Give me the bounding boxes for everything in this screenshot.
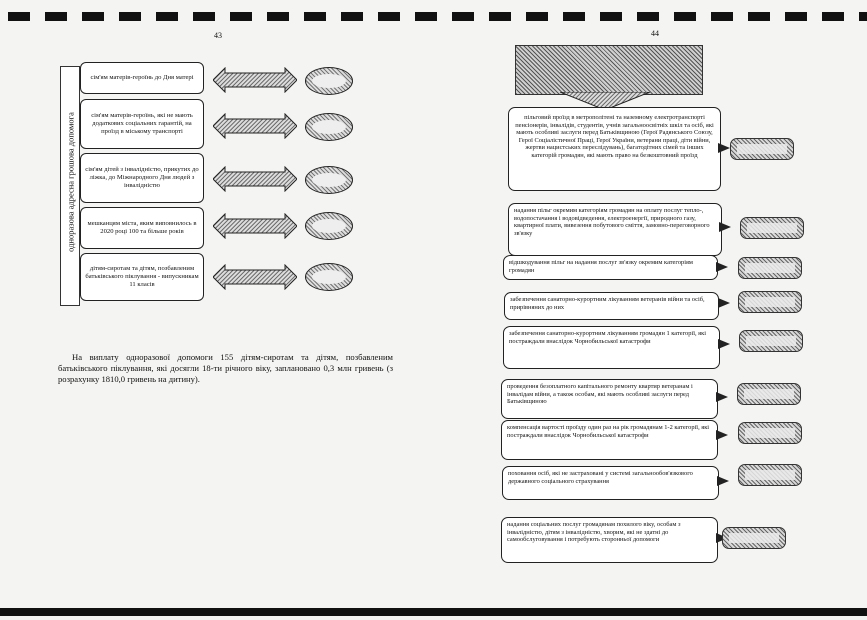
right-badge-2 bbox=[740, 217, 804, 239]
left-ellipse-1 bbox=[305, 67, 353, 95]
right-pointer-1 bbox=[718, 143, 730, 153]
right-badge-5 bbox=[739, 330, 803, 352]
top-dash-segment bbox=[267, 12, 289, 21]
right-badge-8 bbox=[738, 464, 802, 486]
right-item-5: забезпечення санаторно-курортним лікуванням громадян 1 категорії, які постраждали внаслідок Чорнобильської катастрофи bbox=[503, 326, 720, 369]
right-pointer-4 bbox=[718, 298, 730, 308]
left-arrow-1 bbox=[213, 67, 297, 89]
left-arrow-2 bbox=[213, 113, 297, 135]
right-item-1: пільговий проїзд в метрополітені та наземному електротранспорті пенсіонерів, інвалідів, студентів, учнів загальноосвітніх шкіл та осіб, які мають особливі заслуги перед Батьківщиною (Герої Радянського Союзу, Герої Соціалістичної Праці, Герої України, ветерани праці, діти війни, жертви нацистських переслідувань), багатодітних сімей та інших категорій громадян, які мають право на безкоштовний проїзд bbox=[508, 107, 721, 191]
page-number-left: 43 bbox=[214, 31, 222, 40]
top-dash-segment bbox=[526, 12, 548, 21]
left-ellipse-5 bbox=[305, 263, 353, 291]
right-badge-6 bbox=[737, 383, 801, 405]
left-ellipse-4 bbox=[305, 212, 353, 240]
top-dash-segment bbox=[563, 12, 585, 21]
vertical-title: одноразова адресна грошова допомога bbox=[65, 112, 76, 252]
right-pointer-5 bbox=[718, 339, 730, 349]
left-item-3: сім'ям дітей з інвалідністю, прикутих до ліжка, до Міжнародного Дня людей з інвалідністю bbox=[80, 153, 204, 203]
right-badge-9 bbox=[722, 527, 786, 549]
left-paragraph-text: На виплату одноразової допомоги 155 дітям-сиротам та дітям, позбавленим батьківського піклування, які досягли 18-ти річного віку, заплановано 0,3 млн гривень (з розрахунку 1810,0 гривень на дитину). bbox=[58, 352, 393, 384]
top-dash-segment bbox=[82, 12, 104, 21]
top-dash-segment bbox=[341, 12, 363, 21]
top-dashed-border bbox=[0, 12, 867, 22]
left-ellipse-2 bbox=[305, 113, 353, 141]
left-arrow-3 bbox=[213, 166, 297, 188]
left-paragraph bbox=[58, 352, 393, 385]
top-dash-segment bbox=[45, 12, 67, 21]
top-dash-segment bbox=[637, 12, 659, 21]
top-dash-segment bbox=[378, 12, 400, 21]
right-item-3: відшкодування пільг на надання послуг зв'язку окремим категоріям громадян bbox=[503, 255, 718, 280]
top-dash-segment bbox=[452, 12, 474, 21]
right-badge-7 bbox=[738, 422, 802, 444]
page-number-right: 44 bbox=[651, 29, 659, 38]
left-arrow-5 bbox=[213, 264, 297, 286]
right-pointer-3 bbox=[716, 262, 728, 272]
left-item-5: дітям-сиротам та дітям, позбавленим батьківського піклування - випускникам 11 класів bbox=[80, 253, 204, 301]
left-item-2: сім'ям матерів-героїнь, які не мають додаткових соціальних гарантій, на проїзд в міському транспорті bbox=[80, 99, 204, 149]
right-badge-3 bbox=[738, 257, 802, 279]
top-dash-segment bbox=[489, 12, 511, 21]
top-dash-segment bbox=[304, 12, 326, 21]
left-item-4: мешканцям міста, яким виповнилось в 2020 році 100 та більше років bbox=[80, 207, 204, 249]
right-item-8: поховання осіб, які не застраховані у системі загальнообов'язкового державного соціального страхування bbox=[502, 466, 719, 500]
right-pointer-6 bbox=[716, 392, 728, 402]
right-badge-4 bbox=[738, 291, 802, 313]
bottom-border bbox=[0, 608, 867, 616]
top-dash-segment bbox=[859, 12, 867, 21]
top-dash-segment bbox=[711, 12, 733, 21]
top-dash-segment bbox=[600, 12, 622, 21]
top-dash-segment bbox=[822, 12, 844, 21]
right-item-9: надання соціальних послуг громадянам похилого віку, особам з інвалідністю, дітям з інвалідністю, хворим, які не здатні до самообслуговування і потребують сторонньої допомоги bbox=[501, 517, 718, 563]
right-item-4: забезпечення санаторно-курортним лікуванням ветеранів війни та осіб, прирівняних до них bbox=[504, 292, 719, 320]
top-dash-segment bbox=[8, 12, 30, 21]
vertical-title-box bbox=[60, 66, 80, 306]
top-dash-segment bbox=[785, 12, 807, 21]
top-dash-segment bbox=[230, 12, 252, 21]
left-item-1: сім'ям матерів-героїнь до Дня матері bbox=[80, 62, 204, 94]
left-arrow-4 bbox=[213, 213, 297, 235]
left-ellipse-3 bbox=[305, 166, 353, 194]
right-item-7: компенсація вартості проїзду один раз на рік громадянам 1-2 категорії, які постраждали внаслідок Чорнобильської катастрофи bbox=[501, 420, 718, 460]
top-dash-segment bbox=[415, 12, 437, 21]
top-dash-segment bbox=[156, 12, 178, 21]
top-dash-segment bbox=[193, 12, 215, 21]
top-dash-segment bbox=[674, 12, 696, 21]
right-badge-1 bbox=[730, 138, 794, 160]
right-header-banner bbox=[515, 45, 703, 95]
top-dash-segment bbox=[748, 12, 770, 21]
right-item-2: надання пільг окремим категоріям громадян на оплату послуг тепло-, водопостачання і водовідведення, електроенергії, природного газу, квартирної плати, вивезення побутового сміття, замовно-переговорного зв'язку bbox=[508, 203, 722, 256]
top-dash-segment bbox=[119, 12, 141, 21]
right-pointer-8 bbox=[717, 476, 729, 486]
right-pointer-2 bbox=[719, 222, 731, 232]
right-item-6: проведення безоплатного капітального ремонту квартир ветеранам і інвалідам війни, а також особам, які мають особливі заслуги перед Батьківщиною bbox=[501, 379, 718, 419]
right-pointer-7 bbox=[716, 430, 728, 440]
